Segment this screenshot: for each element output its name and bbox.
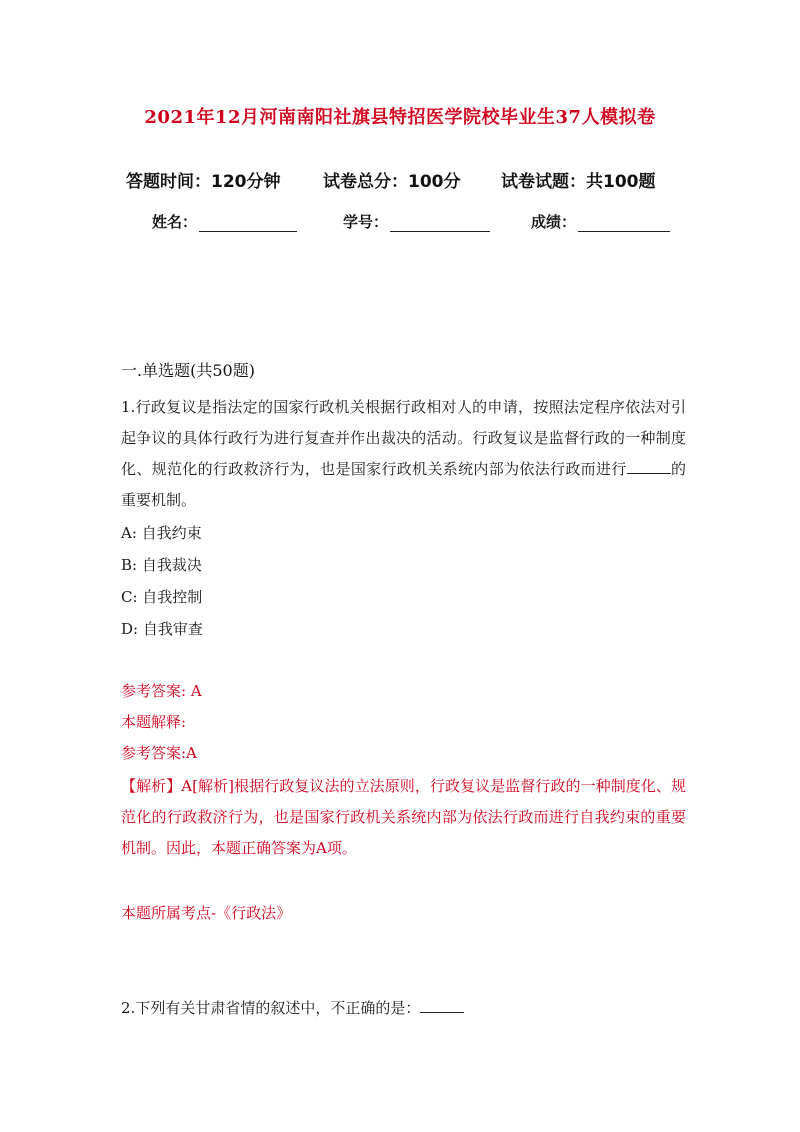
section-heading: 一.单选题(共50题): [121, 361, 255, 380]
option-c: C: 自我控制: [121, 588, 203, 606]
answer-blank: [627, 459, 671, 474]
option-d: D: 自我审查: [121, 620, 203, 638]
score-blank: [578, 215, 670, 232]
student-id-field: [343, 211, 490, 232]
exam-title: 2021年12月河南南阳社旗县特招医学院校毕业生37人模拟卷: [144, 107, 656, 128]
question-1-text: [121, 392, 686, 516]
reference-answer-repeat: 参考答案:A: [121, 744, 197, 762]
name-blank: [199, 215, 297, 232]
student-id-label: 学号：: [343, 213, 389, 231]
question-stem-end: 的重要机制。: [121, 460, 686, 509]
question-number: 2.: [121, 999, 136, 1017]
option-a: A: 自我约束: [121, 524, 202, 542]
total-score: 试卷总分：100分: [323, 172, 461, 192]
topic-label: 本题所属考点-《行政法》: [121, 904, 292, 922]
option-b: B: 自我裁决: [121, 556, 202, 574]
question-stem: 下列有关甘肃省情的叙述中，不正确的是：: [135, 999, 421, 1017]
score-label: 成绩：: [531, 213, 577, 231]
name-label: 姓名：: [152, 213, 198, 231]
reference-answer: 参考答案: A: [121, 682, 202, 700]
student-id-blank: [390, 215, 490, 232]
explanation-heading: 本题解释:: [121, 713, 187, 731]
question-count: 试卷试题：共100题: [501, 172, 656, 192]
score-field: [531, 211, 670, 232]
answer-blank: [420, 998, 464, 1013]
name-field: [152, 211, 297, 232]
answer-time: 答题时间：120分钟: [126, 172, 281, 192]
question-2-text: [121, 993, 686, 1024]
explanation-text: 【解析】A[解析]根据行政复议法的立法原则，行政复议是监督行政的一种制度化、规范化的行政救济行为，也是国家行政机关系统内部为依法行政而进行自我约束的重要机制。因此，本题正确答案为A项。: [121, 777, 686, 857]
question-stem: 行政复议是指法定的国家行政机关根据行政相对人的申请，按照法定程序依法对引起争议的具体行政行为进行复查并作出裁决的活动。行政复议是监督行政的一种制度化、规范化的行政救济行为，也是国家行政机关系统内部为依法行政而进行: [121, 398, 686, 478]
question-number: 1.: [121, 398, 136, 416]
